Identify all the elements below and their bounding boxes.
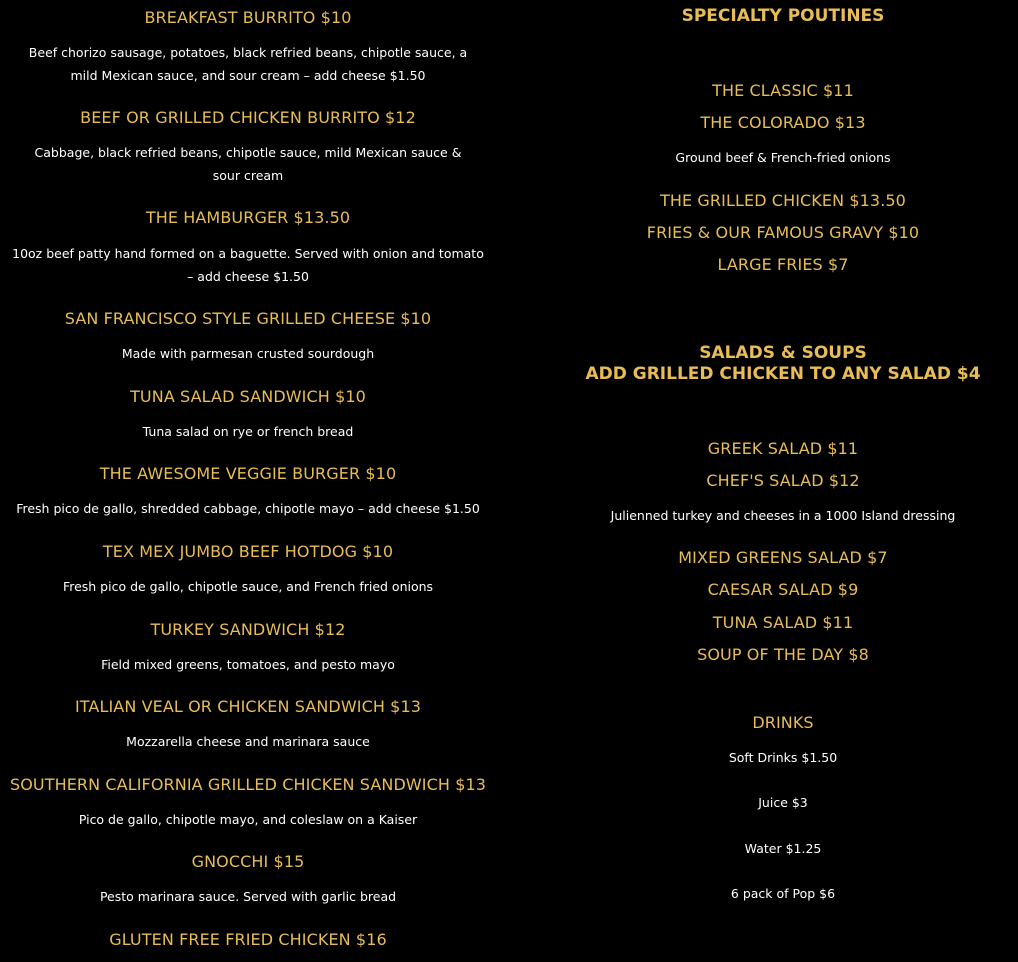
menu-item-name: BREAKFAST BURRITO $10	[144, 8, 352, 27]
menu-item-name: SAN FRANCISCO STYLE GRILLED CHEESE $10	[64, 309, 432, 328]
menu-item-description: Pico de gallo, chipotle mayo, and coleslaw on a Kaiser	[78, 812, 418, 827]
drink-item: Juice $3	[758, 795, 808, 810]
menu-item-description: Beef chorizo sausage, potatoes, black refried beans, chipotle sauce, a mild Mexican sauce, and sour cream – add cheese $1.50	[28, 45, 468, 83]
menu-item-name: SOUP OF THE DAY $8	[697, 645, 869, 664]
menu-item-name: THE CLASSIC $11	[712, 81, 854, 100]
menu-item-name: MIXED GREENS SALAD $7	[678, 548, 888, 567]
menu-item-name: BEEF OR GRILLED CHICKEN BURRITO $12	[80, 108, 416, 127]
menu-item-name: THE GRILLED CHICKEN $13.50	[660, 191, 906, 210]
menu-item-description: Julienned turkey and cheeses in a 1000 Island dressing	[610, 508, 956, 523]
drink-item: Water $1.25	[744, 841, 822, 856]
menu-item-name: TUNA SALAD $11	[712, 613, 854, 632]
menu-item-name: ITALIAN VEAL OR CHICKEN SANDWICH $13	[74, 697, 422, 716]
menu-item-description: Ground beef & French-fried onions	[675, 150, 891, 165]
menu-item-name: GLUTEN FREE FRIED CHICKEN $16	[109, 930, 387, 949]
menu-item-description: Made with parmesan crusted sourdough	[121, 346, 375, 361]
menu-item-name: FRIES & OUR FAMOUS GRAVY $10	[646, 223, 920, 242]
menu-item-description: Fresh pico de gallo, chipotle sauce, and French fried onions	[62, 579, 434, 594]
drink-item: 6 pack of Pop $6	[730, 886, 836, 901]
menu-item-name: SOUTHERN CALIFORNIA GRILLED CHICKEN SANDWICH $13	[9, 775, 487, 794]
menu-item-name: GNOCCHI $15	[191, 852, 305, 871]
menu-item-name: LARGE FRIES $7	[717, 255, 849, 274]
menu-item-description: Pesto marinara sauce. Served with garlic bread	[99, 889, 397, 904]
menu-item-name: TEX MEX JUMBO BEEF HOTDOG $10	[102, 542, 394, 561]
menu-item-name: TUNA SALAD SANDWICH $10	[130, 387, 366, 406]
menu-item-description: Fresh pico de gallo, shredded cabbage, chipotle mayo – add cheese $1.50	[16, 501, 480, 516]
menu-item-description: Mozzarella cheese and marinara sauce	[126, 734, 370, 749]
menu-item-description: Tuna salad on rye or french bread	[142, 424, 354, 439]
menu-item-description: Cabbage, black refried beans, chipotle sauce, mild Mexican sauce & sour cream	[34, 145, 462, 183]
menu-item-name: TURKEY SANDWICH $12	[150, 620, 346, 639]
menu-item-name: CHEF'S SALAD $12	[706, 471, 860, 490]
menu-item-name: THE HAMBURGER $13.50	[145, 208, 351, 227]
menu-item-description: 10oz beef patty hand formed on a baguette. Served with onion and tomato – add cheese $1.50	[12, 246, 484, 284]
section-subheading-salads: ADD GRILLED CHICKEN TO ANY SALAD $4	[585, 364, 981, 384]
menu-item-name: CAESAR SALAD $9	[707, 580, 859, 599]
drink-item: Soft Drinks $1.50	[728, 750, 838, 765]
menu-item-description: Field mixed greens, tomatoes, and pesto mayo	[101, 657, 395, 672]
menu-item-name: THE AWESOME VEGGIE BURGER $10	[99, 464, 397, 483]
menu-item-name: GREEK SALAD $11	[707, 439, 859, 458]
section-heading-salads: SALADS & SOUPS	[699, 343, 867, 363]
section-heading-drinks: DRINKS	[752, 713, 814, 732]
section-heading-poutines: SPECIALTY POUTINES	[681, 6, 885, 26]
menu-item-name: THE COLORADO $13	[700, 113, 866, 132]
